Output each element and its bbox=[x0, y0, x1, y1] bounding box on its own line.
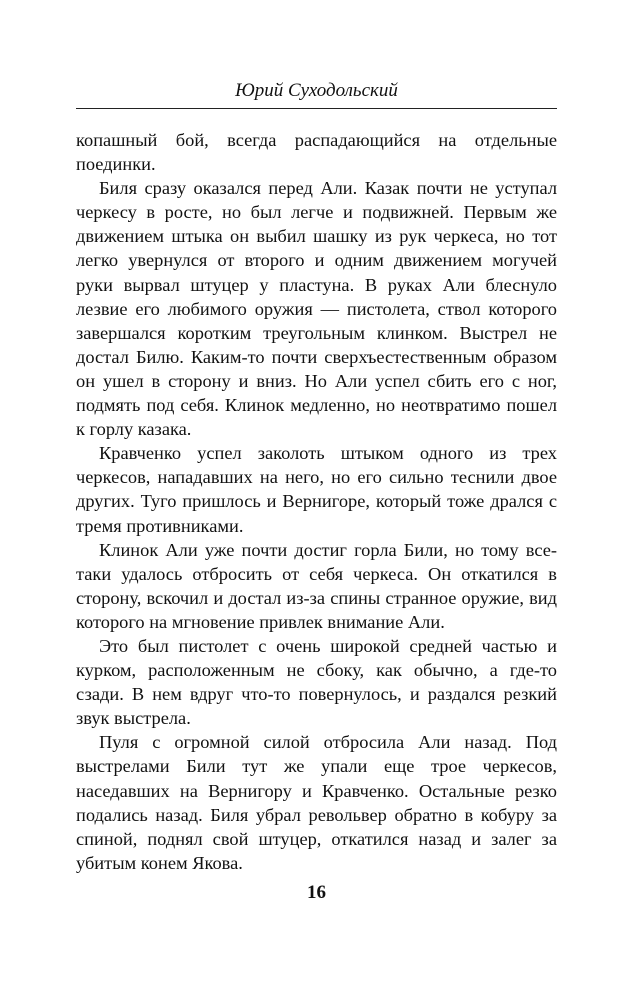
paragraph: Кравченко успел заколоть штыком одного из трех черкесов, нападавших на него, но его сильно теснили двое других. Туго пришлось и Вернигоре, который тоже дрался с тремя противниками. bbox=[76, 443, 557, 536]
page-body bbox=[76, 128, 557, 875]
page-number: 16 bbox=[307, 882, 326, 903]
paragraph: Пуля с огромной силой отбросила Али назад. Под выстрелами Били тут же упали еще трое черкесов, наседавших на Вернигору и Кравченко. Остальные резко подались назад. Биля убрал револьвер обратно в кобуру за спиной, поднял свой штуцер, откатился назад и залег за убитым конем Якова. bbox=[76, 732, 557, 873]
paragraph: Клинок Али уже почти достиг горла Били, но тому все-таки удалось отбросить от себя черкеса. Он откатился в сторону, вскочил и достал из-за спины странное оружие, вид которого на мгновение привлек внимание Али. bbox=[76, 539, 557, 632]
paragraph: Биля сразу оказался перед Али. Казак почти не уступал черкесу в росте, но был легче и подвижней. Первым же движением штыка он выбил шашку из рук черкеса, но тот легко увернулся от второго и одним движением могучей руки вырвал штуцер у пластуна. В руках Али блеснуло лезвие его любимого оружия — пистолета, ствол которого завершался коротким треугольным клинком. Выстрел не достал Билю. Каким-то почти сверхъестественным образом он ушел в сторону и вниз. Но Али успел сбить его с ног, подмять под себя. Клинок медленно, но неотвратимо пошел к горлу казака. bbox=[76, 178, 557, 440]
running-header: Юрий Суходольский bbox=[235, 80, 398, 101]
paragraph-continuation: копашный бой, всегда распадающийся на отдельные поединки. bbox=[76, 130, 557, 175]
paragraph: Это был пистолет с очень широкой средней частью и курком, расположенным не сбоку, как обычно, а где-то сзади. В нем вдруг что-то повернулось, и раздался резкий звук выстрела. bbox=[76, 635, 557, 729]
header-divider bbox=[76, 108, 557, 109]
